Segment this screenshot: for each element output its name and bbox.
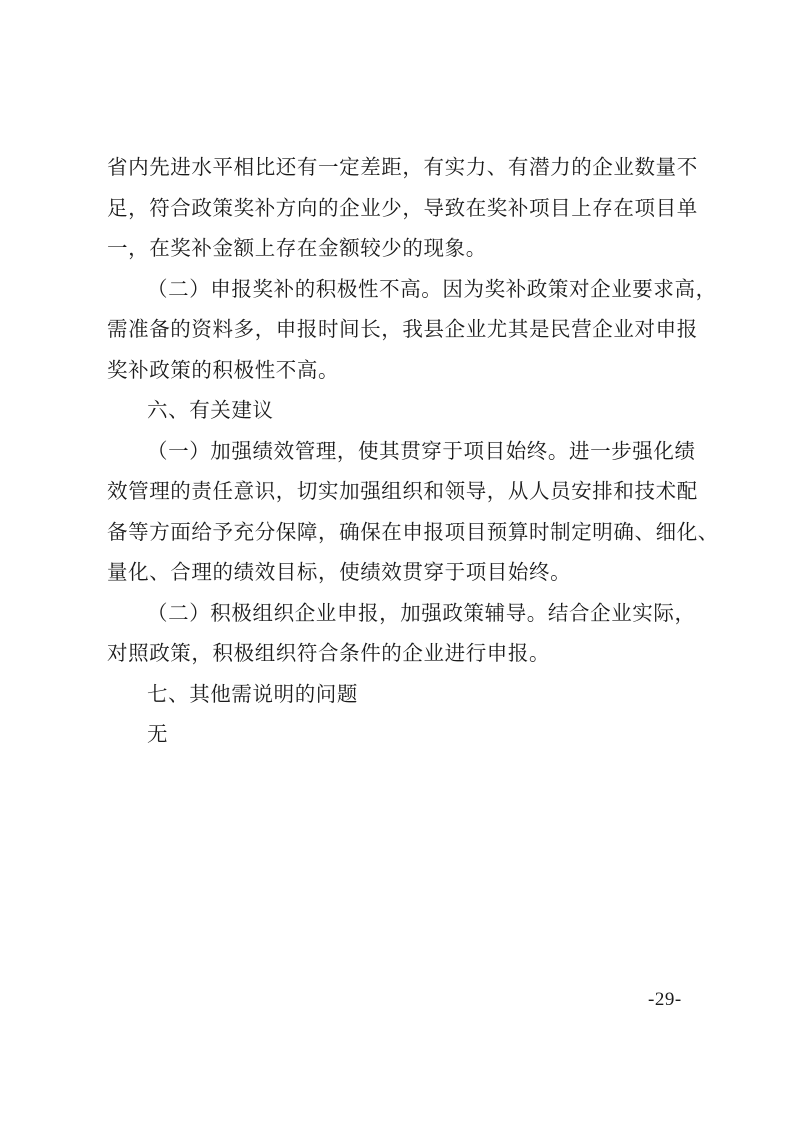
text-line: 对照政策，积极组织符合条件的企业进行申报。: [107, 641, 551, 665]
text-line: 需准备的资料多，申报时间长，我县企业尤其是民营企业对申报: [107, 317, 698, 341]
section-heading-7: 七、其他需说明的问题: [147, 681, 358, 706]
subsection-heading-2b: （二）积极组织企业申报，加强政策辅导。结合企业实际，: [147, 600, 696, 625]
body-text: [107, 147, 719, 755]
text-line: 足，符合政策奖补方向的企业少，导致在奖补项目上存在项目单: [107, 195, 698, 220]
subsection-heading-2: （二）申报奖补的积极性不高。因为奖补政策对企业要求高，: [147, 276, 717, 301]
text-line: 备等方面给予充分保障，确保在申报项目预算时制定明确、细化、: [107, 519, 719, 544]
page-number: -29-: [648, 989, 682, 1010]
text-line: 无: [147, 722, 169, 746]
text-line: 一，在奖补金额上存在金额较少的现象。: [107, 236, 487, 260]
text-line: 效管理的责任意识，切实加强组织和领导，从人员安排和技术配: [107, 479, 698, 503]
text-line: 奖补政策的积极性不高。: [107, 357, 340, 382]
subsection-heading-1: （一）加强绩效管理，使其贯穿于项目始终。进一步强化绩: [147, 438, 696, 463]
section-heading-6: 六、有关建议: [147, 398, 274, 422]
text-line: 省内先进水平相比还有一定差距，有实力、有潜力的企业数量不: [107, 155, 698, 179]
text-line: 量化、合理的绩效目标，使绩效贯穿于项目始终。: [107, 560, 572, 584]
